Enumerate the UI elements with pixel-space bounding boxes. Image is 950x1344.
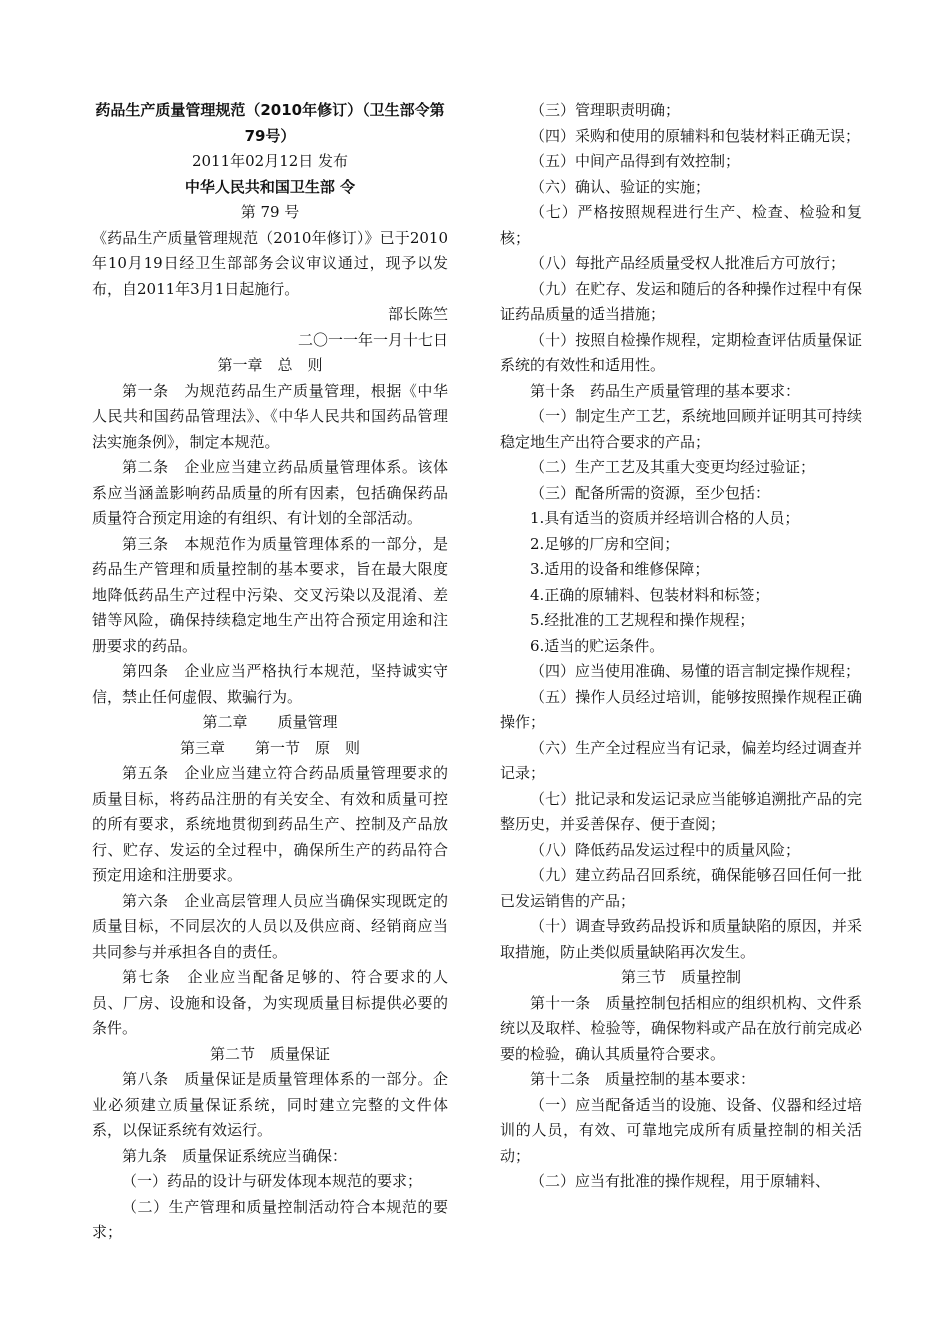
list-item: （四）采购和使用的原辅料和包装材料正确无误； — [530, 126, 861, 145]
article-paragraph: 第二条 企业应当建立药品质量管理体系。该体系应当涵盖影响药品质量的所有因素，包括确保药品质量符合预定用途的有组织、有计划的全部活动。 — [92, 458, 448, 527]
list-item: 2.足够的厂房和空间； — [530, 534, 680, 553]
article-paragraph: 第五条 企业应当建立符合药品质量管理要求的质量目标，将药品注册的有关安全、有效和质量可控的所有要求，系统地贯彻到药品生产、控制及产品放行、贮存、发运的全过程中，确保所生产的药品符合预定用途和注册要求。 — [92, 764, 448, 884]
list-item: （七）批记录和发运记录应当能够追溯批产品的完整历史，并妥善保存、便于查阅； — [500, 789, 862, 833]
list-item: 4.正确的原辅料、包装材料和标签； — [530, 585, 770, 604]
article-paragraph: 第一条 为规范药品生产质量管理，根据《中华人民共和国药品管理法》、《中华人民共和国药品管理法实施条例》，制定本规范。 — [92, 381, 448, 451]
chapter-heading: 第一章 总 则 — [217, 356, 323, 374]
document-title: 药品生产质量管理规范（2010年修订）（卫生部令第79号） — [95, 101, 445, 145]
list-item: （二）生产管理和质量控制活动符合本规范的要求； — [92, 1197, 448, 1241]
left-column — [92, 98, 448, 1246]
list-item: （十）按照自检操作规程，定期检查评估质量保证系统的有效性和适用性。 — [500, 330, 862, 374]
list-item: （九）建立药品召回系统，确保能够召回任何一批已发运销售的产品； — [500, 866, 862, 910]
article-paragraph: 第四条 企业应当严格执行本规范，坚持诚实守信，禁止任何虚假、欺骗行为。 — [92, 662, 448, 706]
section-heading: 第三章 第一节 原 则 — [179, 738, 360, 757]
list-item: （七）严格按照规程进行生产、检查、检验和复核； — [500, 203, 862, 247]
article-paragraph: 第十条 药品生产质量管理的基本要求： — [530, 381, 801, 400]
publish-date: 2011年02月12日 发布 — [191, 152, 349, 170]
article-paragraph: 第十二条 质量控制的基本要求： — [530, 1070, 756, 1088]
sign-date: 二〇一一年一月十七日 — [297, 330, 448, 349]
list-item: （三）管理职责明确； — [530, 101, 681, 119]
list-item: 6.适当的贮运条件。 — [530, 636, 665, 655]
section-heading: 第二节 质量保证 — [209, 1044, 330, 1063]
list-item: （一）应当配备适当的设施、设备、仪器和经过培训的人员，有效、可靠地完成所有质量控制的相关活动； — [500, 1095, 862, 1165]
issuer-heading: 中华人民共和国卫生部 令 — [184, 177, 356, 196]
list-item: （三）配备所需的资源，至少包括： — [530, 483, 771, 502]
article-paragraph: 第八条 质量保证是质量管理体系的一部分。企业必须建立质量保证系统，同时建立完整的文件体系，以保证系统有效运行。 — [92, 1070, 448, 1139]
list-item: 5.经批准的工艺规程和操作规程； — [530, 611, 755, 629]
list-item: 3.适用的设备和维修保障； — [530, 560, 710, 578]
signatory: 部长陈竺 — [387, 305, 448, 323]
article-paragraph: 第三条 本规范作为质量管理体系的一部分，是药品生产管理和质量控制的基本要求，旨在最大限度地降低药品生产过程中污染、交叉污染以及混淆、差错等风险，确保持续稳定地生产出符合预定用途和注册要求的药品。 — [92, 534, 448, 655]
list-item: （五）中间产品得到有效控制； — [530, 152, 741, 170]
list-item: （二）应当有批准的操作规程，用于原辅料、 — [530, 1172, 831, 1190]
article-paragraph: 第六条 企业高层管理人员应当确保实现既定的质量目标，不同层次的人员以及供应商、经销商应当共同参与并承担各自的责任。 — [92, 891, 448, 961]
list-item: （一）药品的设计与研发体现本规范的要求； — [122, 1172, 423, 1190]
right-column — [500, 98, 862, 1195]
promulgation-text: 《药品生产质量管理规范（2010年修订）》已于2010年10月19日经卫生部部务会议审议通过，现予以发布，自2011年3月1日起施行。 — [92, 228, 448, 298]
list-item: （八）降低药品发运过程中的质量风险； — [530, 840, 801, 859]
chapter-heading: 第二章 质量管理 — [202, 713, 338, 731]
section-heading: 第三节 质量控制 — [620, 968, 741, 986]
list-item: （九）在贮存、发运和随后的各种操作过程中有保证药品质量的适当措施； — [500, 279, 862, 323]
order-number: 第 79 号 — [240, 203, 300, 221]
list-item: （八）每批产品经质量受权人批准后方可放行； — [530, 254, 846, 272]
list-item: （六）生产全过程应当有记录，偏差均经过调查并记录； — [500, 738, 862, 782]
list-item: （六）确认、验证的实施； — [530, 177, 711, 196]
article-paragraph: 第七条 企业应当配备足够的、符合要求的人员、厂房、设施和设备，为实现质量目标提供必要的条件。 — [92, 968, 448, 1037]
list-item: （一）制定生产工艺，系统地回顾并证明其可持续稳定地生产出符合要求的产品； — [500, 407, 862, 451]
list-item: （十）调查导致药品投诉和质量缺陷的原因，并采取措施，防止类似质量缺陷再次发生。 — [500, 917, 862, 961]
list-item: 1.具有适当的资质并经培训合格的人员； — [530, 509, 800, 527]
article-paragraph: 第十一条 质量控制包括相应的组织机构、文件系统以及取样、检验等，确保物料或产品在放行前完成必要的检验，确认其质量符合要求。 — [500, 993, 862, 1063]
list-item: （四）应当使用准确、易懂的语言制定操作规程； — [530, 662, 861, 680]
article-paragraph: 第九条 质量保证系统应当确保： — [122, 1146, 348, 1165]
list-item: （二）生产工艺及其重大变更均经过验证； — [530, 458, 816, 476]
list-item: （五）操作人员经过培训，能够按照操作规程正确操作； — [500, 687, 862, 731]
